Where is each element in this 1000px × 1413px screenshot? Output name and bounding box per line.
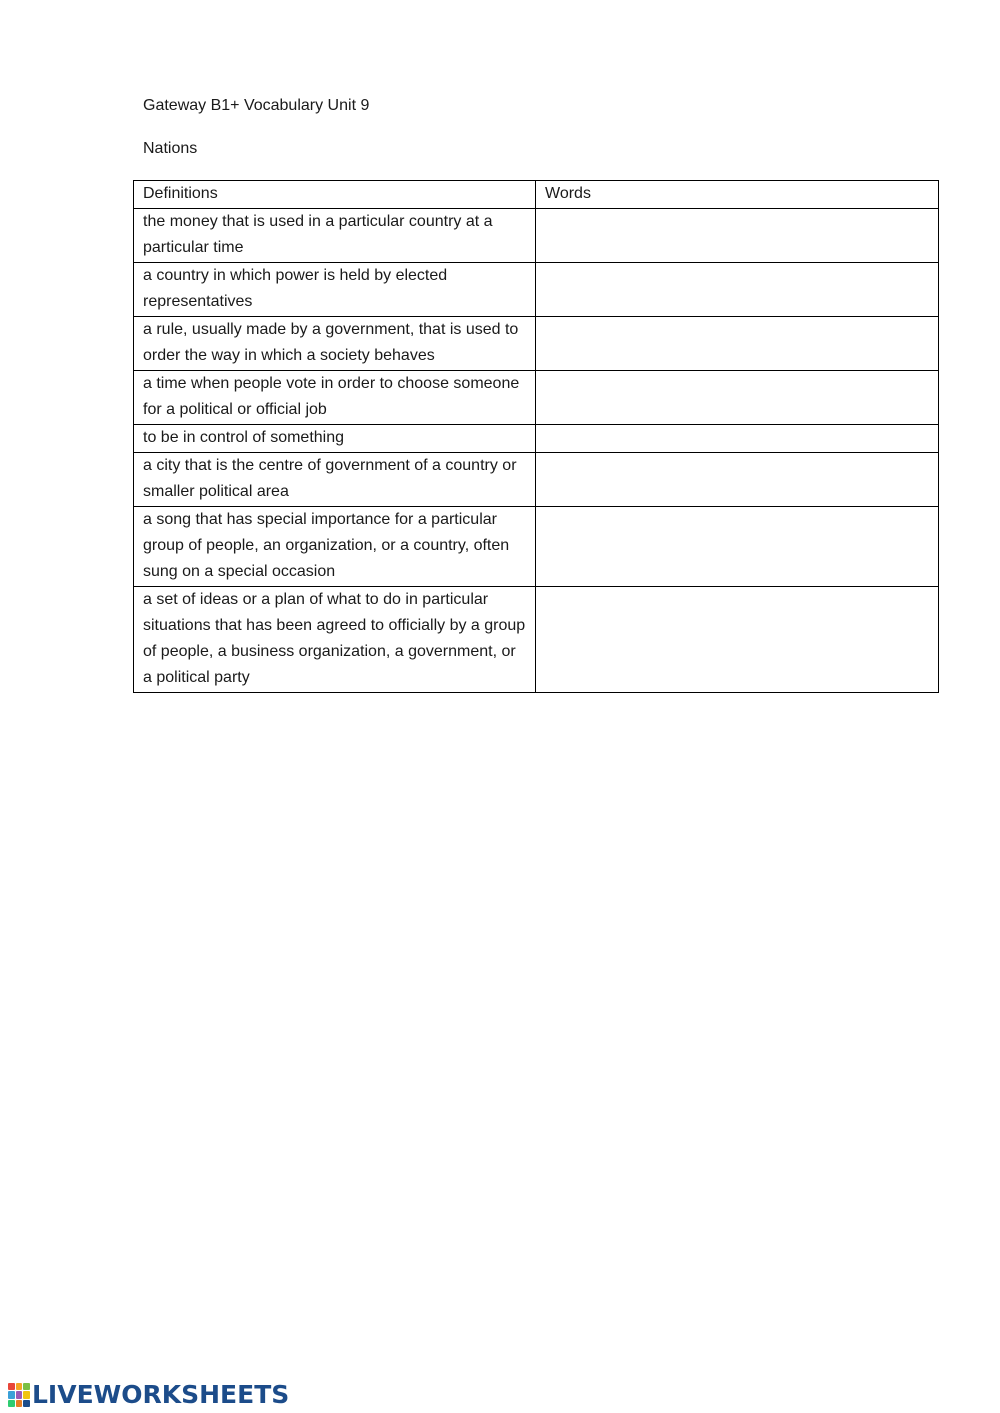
word-answer-input[interactable] — [536, 453, 938, 477]
definitions-header: Definitions — [134, 181, 536, 209]
word-cell — [536, 263, 939, 317]
logo-square — [23, 1391, 30, 1398]
logo-square — [8, 1391, 15, 1398]
word-answer-input[interactable] — [536, 263, 938, 287]
word-answer-input[interactable] — [536, 317, 938, 341]
page-subtitle: Nations — [143, 140, 198, 157]
table-row — [134, 587, 939, 693]
table-row — [134, 453, 939, 507]
word-answer-input[interactable] — [536, 209, 938, 233]
logo-square — [23, 1383, 30, 1390]
vocabulary-table — [133, 180, 939, 693]
table-row — [134, 371, 939, 425]
word-cell — [536, 209, 939, 263]
word-cell — [536, 587, 939, 693]
logo-square — [16, 1391, 23, 1398]
word-answer-input[interactable] — [536, 425, 938, 449]
liveworksheets-logo-icon — [8, 1383, 30, 1407]
brand-name: LIVEWORKSHEETS — [32, 1380, 290, 1409]
logo-square — [8, 1383, 15, 1390]
page-title: Gateway B1+ Vocabulary Unit 9 — [143, 97, 370, 114]
definition-cell: a time when people vote in order to choose someone for a political or official job — [134, 371, 536, 425]
definition-cell: the money that is used in a particular country at a particular time — [134, 209, 536, 263]
logo-square — [8, 1400, 15, 1407]
definition-cell: a set of ideas or a plan of what to do in particular situations that has been agreed to officially by a group of people, a business organization, a government, or a political party — [134, 587, 536, 693]
vocabulary-table-body — [134, 209, 939, 693]
word-cell — [536, 453, 939, 507]
definition-cell: a city that is the centre of government of a country or smaller political area — [134, 453, 536, 507]
logo-square — [16, 1383, 23, 1390]
table-row — [134, 209, 939, 263]
word-cell — [536, 425, 939, 453]
liveworksheets-brand — [8, 1380, 289, 1410]
table-row — [134, 263, 939, 317]
word-cell — [536, 507, 939, 587]
logo-square — [16, 1400, 23, 1407]
word-answer-input[interactable] — [536, 507, 938, 531]
table-row — [134, 425, 939, 453]
word-answer-input[interactable] — [536, 587, 938, 611]
table-row — [134, 317, 939, 371]
word-cell — [536, 371, 939, 425]
word-cell — [536, 317, 939, 371]
definition-cell: to be in control of something — [134, 425, 536, 453]
table-row — [134, 507, 939, 587]
word-answer-input[interactable] — [536, 371, 938, 395]
definition-cell: a rule, usually made by a government, that is used to order the way in which a society behaves — [134, 317, 536, 371]
words-header: Words — [536, 181, 939, 209]
definition-cell: a song that has special importance for a particular group of people, an organization, or a country, often sung on a special occasion — [134, 507, 536, 587]
table-header-row — [134, 181, 939, 209]
logo-square — [23, 1400, 30, 1407]
definition-cell: a country in which power is held by elected representatives — [134, 263, 536, 317]
